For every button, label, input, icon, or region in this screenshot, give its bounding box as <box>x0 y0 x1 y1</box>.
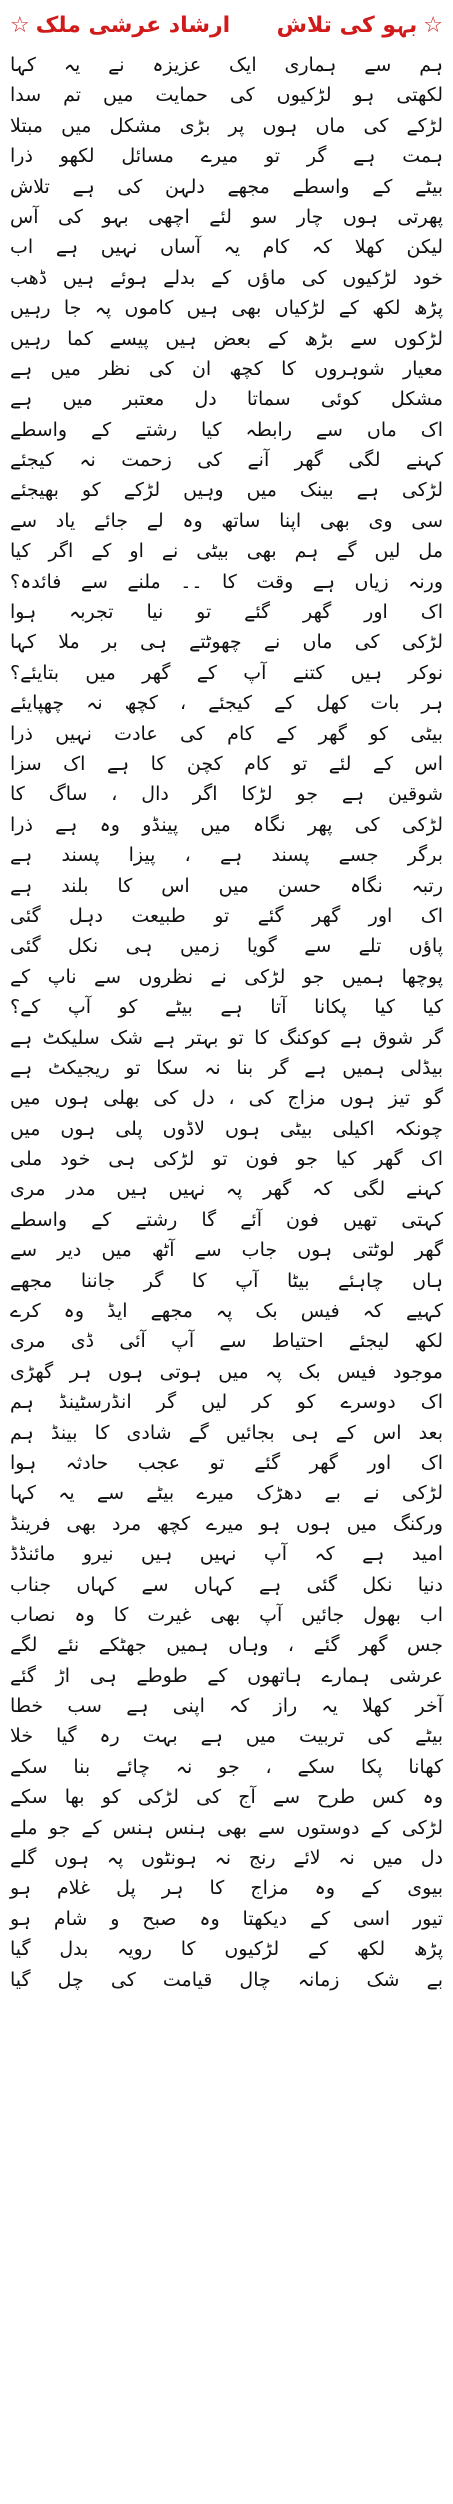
poem-line: پھرتی ہوں چار سو لئے اچھی بہو کی آس <box>10 205 443 228</box>
poem-line: کہنے لگی کہ گھر پہ نہیں ہیں مدر مری <box>10 1178 443 1201</box>
poem-line: رتبہ نگاہ حسن میں اس کا بلند ہے <box>10 874 443 897</box>
poem-line: بیٹے کی تربیت میں ہے بہت رہ گیا خلا <box>10 1725 443 1748</box>
poem-line: کھانا پکا سکے ، جو نہ چائے بنا سکے <box>10 1755 443 1778</box>
title-group <box>277 15 443 37</box>
poem-line: اک اور گھر گئے تو طبیعت دہل گئی <box>10 904 443 927</box>
poem-line: اس کے لئے تو کام کچن کا ہے اک سزا <box>10 752 443 775</box>
poem-body <box>8 50 445 2498</box>
poem-line: امید ہے کہ آپ نہیں ہیں نیرو مائنڈڈ <box>10 1543 443 1566</box>
poem-title: بہو کی تلاش <box>276 13 418 38</box>
poem-line: ہاں چاہئے بیٹا آپ کا گر جاننا مجھے <box>10 1269 443 1292</box>
star-icon: ☆ <box>423 13 443 38</box>
poem-line: ورنہ زیاں ہے وقت کا ۔۔ ملنے سے فائدہ؟ <box>10 570 443 593</box>
poem-line: شوقین ہے جو لڑکا اگر دال ، ساگ کا <box>10 783 443 806</box>
poem-line: لکھ لیجئے احتیاط سے آپ آئی ڈی مری <box>10 1330 443 1353</box>
poem-line: چونکہ اکیلی بیٹی ہوں لاڈوں پلی ہوں میں <box>10 1117 443 1140</box>
poem-line: اک گھر کیا جو فون تو لڑکی ہی خود ملی <box>10 1148 443 1171</box>
poem-line: ورکنگ میں ہوں ہو میرے کچھ مرد بھی فرینڈ <box>10 1512 443 1535</box>
star-icon: ☆ <box>10 13 30 38</box>
poem-line: اک اور گھر گئے تو عجب حادثہ ہوا <box>10 1451 443 1474</box>
poem-line: تیور اسی کے دیکھتا وہ صبح و شام ہو <box>10 1907 443 1930</box>
poem-line: گھر لوٹتی ہوں جاب سے آٹھ میں دیر سے <box>10 1239 443 1262</box>
poem-line: موجود فیس بک پہ میں ہوتی ہوں ہر گھڑی <box>10 1360 443 1383</box>
poem-line: برگر جسے پسند ہے ، پیزا پسند ہے <box>10 844 443 867</box>
poem-line: لڑکی کے دوستوں سے بھی ہنس ہنس کے جو ملے <box>10 1816 443 1839</box>
poem-line: لڑکی نے بے دھڑک میرے بیٹے سے یہ کہا <box>10 1482 443 1505</box>
poem-line: گر شوق ہے کوکنگ کا تو بہتر ہے شک سلیکٹ ہے <box>10 1026 443 1049</box>
poem-line: لڑکی کی ماں نے چھوٹتے ہی بر ملا کہا <box>10 631 443 654</box>
poem-line: مل لیں گے ہم بھی بیٹی نے او کے اگر کیا <box>10 540 443 563</box>
poem-line: ہر بات کھل کے کیجئے ، کچھ نہ چھپایئے <box>10 692 443 715</box>
poem-line: ہم سے ہماری ایک عزیزہ نے یہ کہا <box>10 54 443 76</box>
poem-line: عرشی ہمارے ہاتھوں کے طوطے ہی اڑ گئے <box>10 1664 443 1687</box>
poem-line: اک ماں سے رابطہ کیا رشتے کے واسطے <box>10 418 443 441</box>
poem-line: پوچھا ہمیں جو لڑکی نے نظروں سے ناپ کے <box>10 965 443 988</box>
poem-line: لڑکی ہے بینک میں وہیں لڑکے کو بھیجئے <box>10 479 443 502</box>
poem-line: پڑھ لکھ کے لڑکیوں کا رویہ بدل گیا <box>10 1938 443 1961</box>
poem-header <box>8 6 445 46</box>
poem-line: وہ کس طرح سے آج کی لڑکی کو بھا سکے <box>10 1786 443 1809</box>
poem-line: بیٹی کو گھر کے کام کی عادت نہیں ذرا <box>10 722 443 745</box>
poem-line: بیوی کے وہ مزاج کا ہر پل غلام ہو <box>10 1877 443 1900</box>
poem-line: کیا کیا پکانا آتا ہے بیٹے کو آپ کے؟ <box>10 996 443 1019</box>
poem-line: خود لڑکیوں کی ماؤں کے بدلے ہوئے ہیں ڈھب <box>10 266 443 289</box>
poem-line: آخر کھلا یہ راز کہ اپنی ہے سب خطا <box>10 1695 443 1718</box>
poem-line: نوکر ہیں کتنے آپ کے گھر میں بتایئے؟ <box>10 661 443 684</box>
poem-line: جس گھر گئے ، وہاں ہمیں جھٹکے نئے لگے <box>10 1634 443 1657</box>
poem-line: معیار شوہروں کا کچھ ان کی نظر میں ہے <box>10 357 443 380</box>
poem-line: لڑکی کی پھر نگاہ میں پینڈو وہ ہے ذرا <box>10 813 443 836</box>
poem-line: لیکن کھلا کہ کام یہ آساں نہیں ہے اب <box>10 236 443 259</box>
poem-line: کہنے لگی گھر آنے کی زحمت نہ کیجئے <box>10 449 443 472</box>
poem-line: گو تیز ہوں مزاج کی ، دل کی بھلی ہوں میں <box>10 1087 443 1110</box>
poem-line: اب بھول جائیں آپ بھی غیرت کا وہ نصاب <box>10 1603 443 1626</box>
poem-line: بعد اس کے ہی بجائیں گے شادی کا بینڈ ہم <box>10 1421 443 1444</box>
poem-line: ہمت ہے گر تو میرے مسائل لکھو ذرا <box>10 145 443 168</box>
poem-line: دنیا نکل گئی ہے کہاں سے کہاں جناب <box>10 1573 443 1596</box>
poem-line: اک اور گھر گئے تو نیا تجربہ ہوا <box>10 601 443 624</box>
poem-line: بیٹے کے واسطے مجھے دلہن کی ہے تلاش <box>10 175 443 198</box>
poem-line: لڑکے کی ماں ہوں پر بڑی مشکل میں مبتلا <box>10 114 443 137</box>
poem-line: دل میں نہ لائے رنج نہ ہونٹوں پہ ہوں گلے <box>10 1847 443 1870</box>
poem-line: پڑھ لکھ کے لڑکیاں بھی ہیں کاموں پہ جا رہیں <box>10 297 443 320</box>
poem-line: بے شک زمانہ چال قیامت کی چل گیا <box>10 1968 443 1991</box>
poem-line: لڑکوں سے بڑھ کے بعض ہیں پیسے کما رہیں <box>10 327 443 350</box>
poem-line: پاؤں تلے سے گویا زمیں ہی نکل گئی <box>10 935 443 958</box>
poem-line: مشکل کوئی سماتا دل معتبر میں ہے <box>10 388 443 411</box>
poem-line: کہیے کہ فیس بک پہ مجھے ایڈ وہ کرے <box>10 1300 443 1323</box>
poem-line: کہتی تھیں فون آئے گا رشتے کے واسطے <box>10 1208 443 1231</box>
poem-line: سی وی بھی اپنا ساتھ وہ لے جائے یاد سے <box>10 509 443 532</box>
author-group <box>10 15 230 37</box>
poem-author: ارشاد عرشی ملک <box>35 13 231 38</box>
poem-line: بیڈلی ہمیں ہے گر بنا نہ سکا تو ریجیکٹ ہے <box>10 1056 443 1079</box>
poem-line: اک دوسرے کو کر لیں گر انڈرسٹینڈ ہم <box>10 1391 443 1414</box>
poem-line: لکھتی ہو لڑکیوں کی حمایت میں تم سدا <box>10 84 443 107</box>
